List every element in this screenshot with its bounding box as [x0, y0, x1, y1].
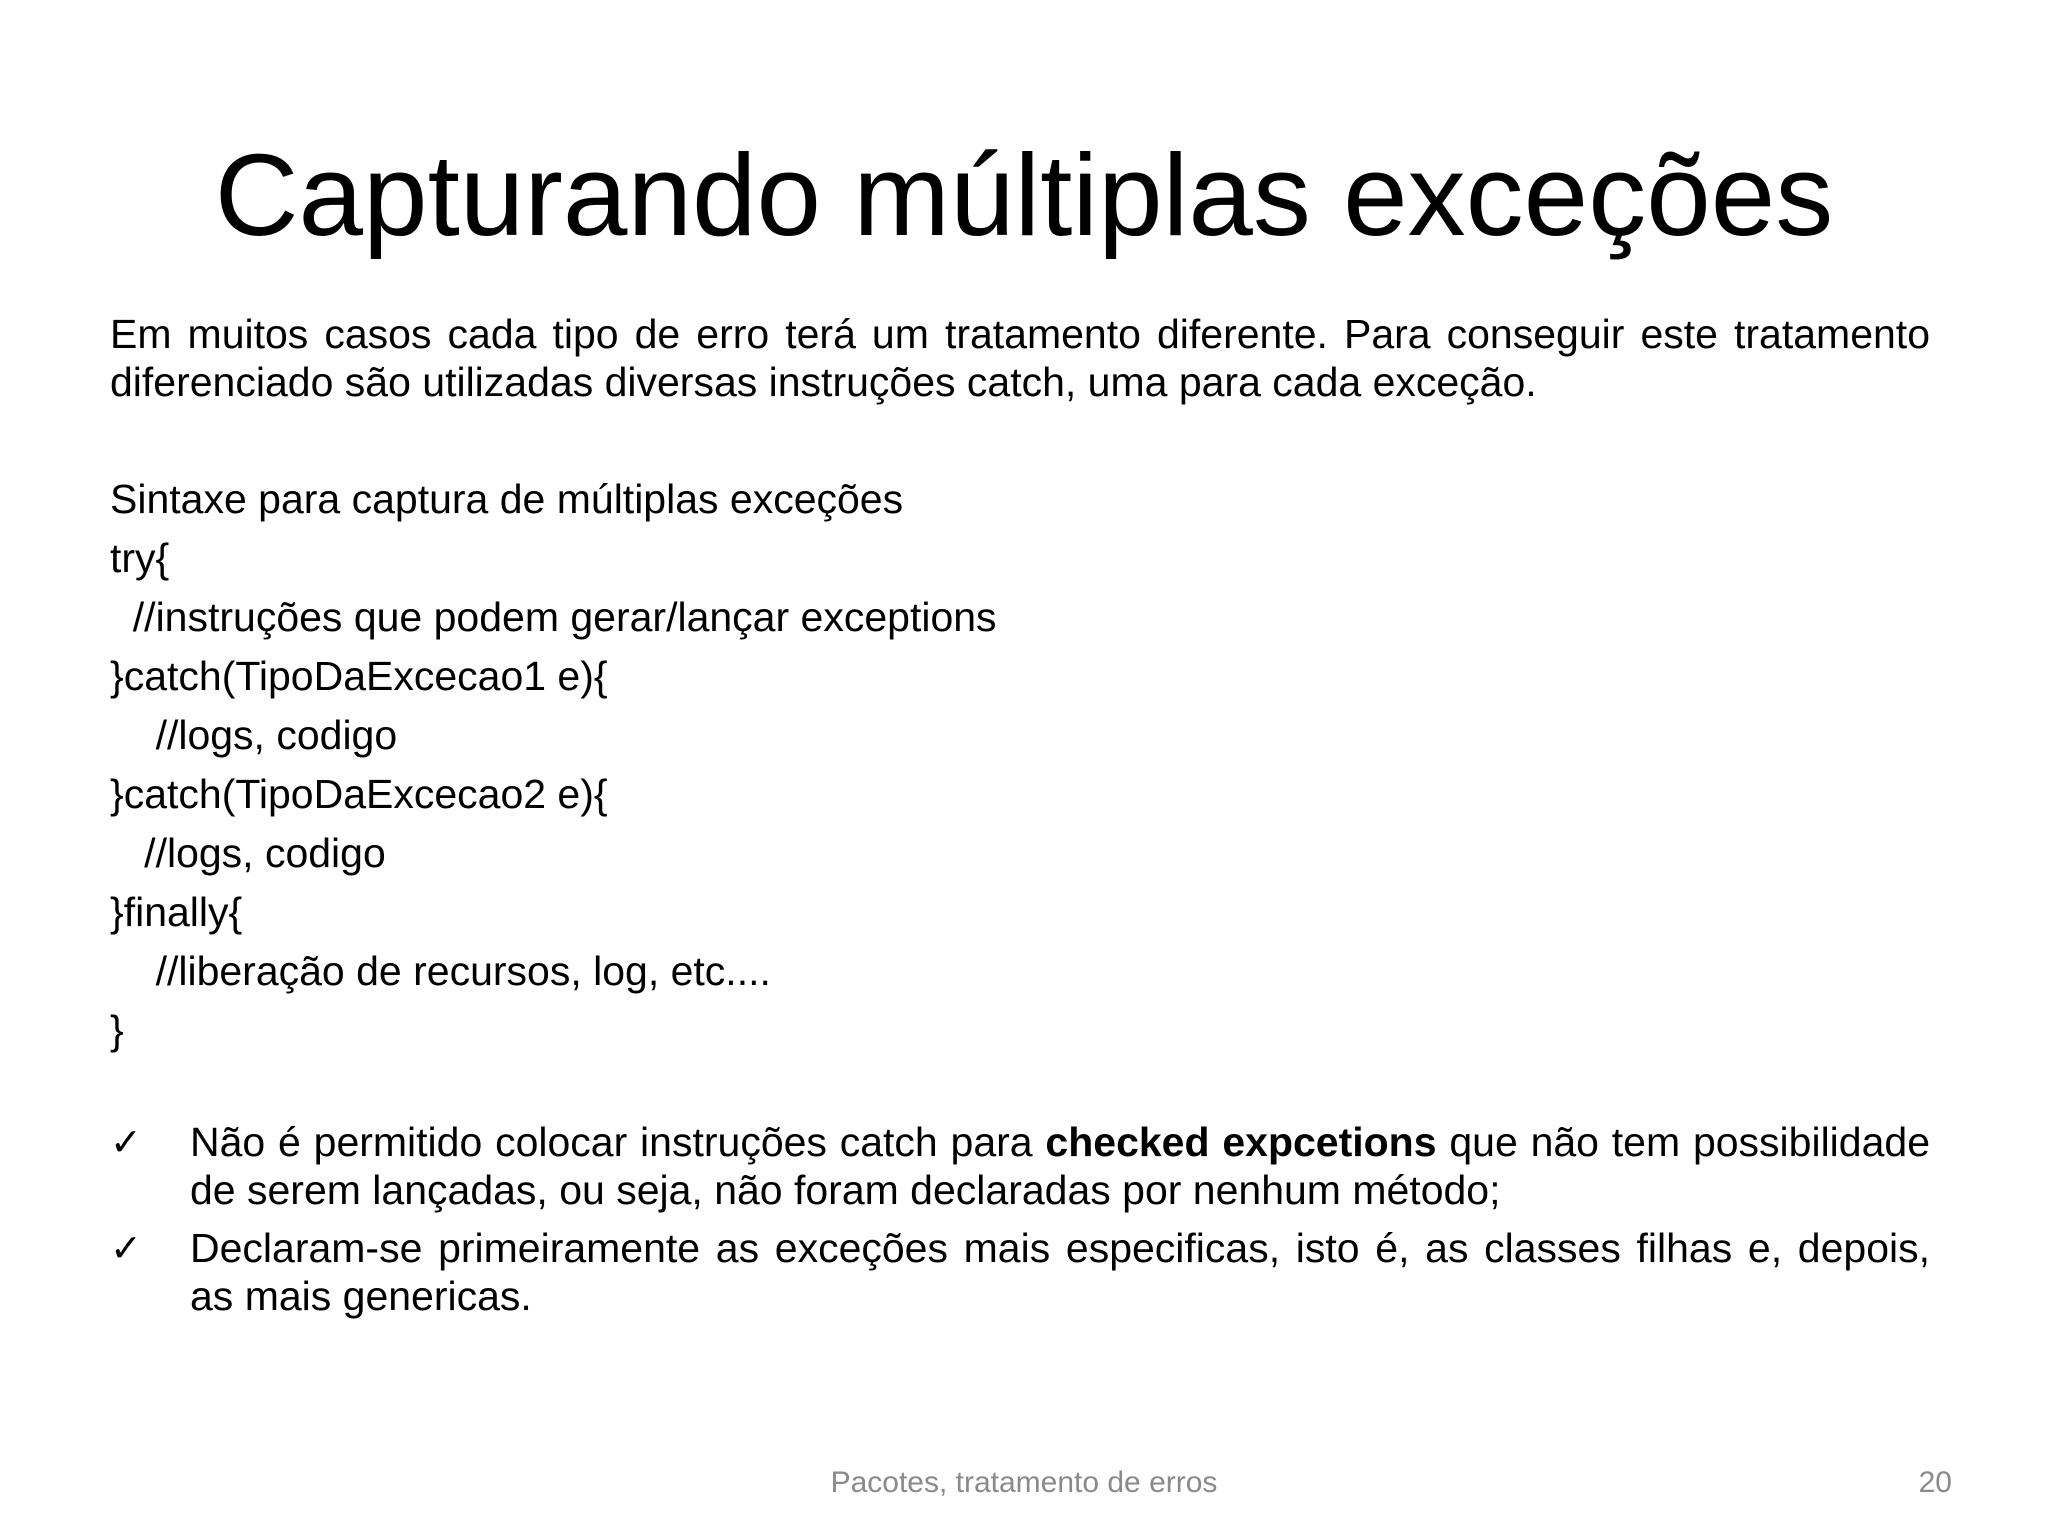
bullet-item [110, 1224, 1930, 1320]
bullet-text: Não é permitido colocar instruções catch para [190, 1119, 1046, 1165]
page-number: 20 [1918, 1466, 1952, 1499]
checkmark-icon: ✓ [110, 1120, 142, 1164]
code-line: //logs, codigo [110, 830, 386, 876]
bullet-text: que não tem possibilidade de serem lançadas, ou seja, não foram declaradas por nenhum método; [190, 1119, 1930, 1213]
bullet-text: Declaram-se primeiramente as exceções mais especificas, isto é, as classes filhas e, depois, as mais genericas. [190, 1225, 1930, 1319]
code-line: }catch(TipoDaExcecao1 e){ [110, 653, 608, 699]
code-block [110, 470, 1930, 1060]
bullet-list [110, 1118, 1930, 1330]
bullet-item [110, 1118, 1930, 1214]
code-line: //liberação de recursos, log, etc.... [110, 948, 771, 994]
code-line: } [110, 1007, 124, 1053]
bullet-bold-text: checked expcetions [1045, 1119, 1437, 1165]
code-line: try{ [110, 535, 170, 581]
slide-title: Capturando múltiplas exceções [214, 130, 1834, 260]
footer-text: Pacotes, tratamento de erros [830, 1466, 1218, 1499]
code-line: //instruções que podem gerar/lançar exceptions [110, 594, 997, 640]
code-line: }finally{ [110, 889, 243, 935]
code-line: }catch(TipoDaExcecao2 e){ [110, 771, 608, 817]
checkmark-icon: ✓ [110, 1226, 142, 1270]
code-line: //logs, codigo [110, 712, 398, 758]
syntax-heading: Sintaxe para captura de múltiplas exceções [110, 476, 904, 522]
intro-paragraph: Em muitos casos cada tipo de erro terá um tratamento diferente. Para conseguir este tratamento diferenciado são utilizadas diversas instruções catch, uma para cada exceção. [110, 311, 1930, 405]
